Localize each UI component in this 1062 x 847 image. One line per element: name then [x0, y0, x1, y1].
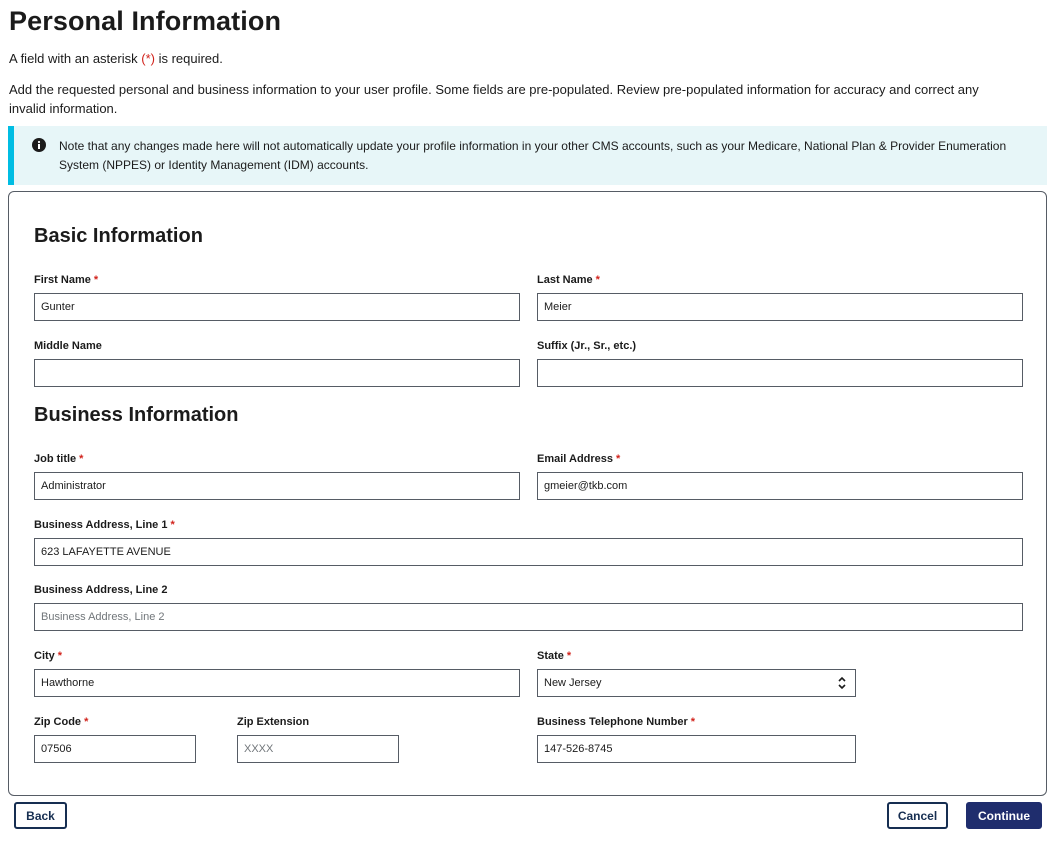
address-line1-input[interactable]: [34, 538, 1023, 566]
zip-extension-input[interactable]: [237, 735, 399, 763]
state-label: State *: [537, 650, 572, 662]
suffix-label: Suffix (Jr., Sr., etc.): [537, 340, 637, 352]
profile-form-card: [8, 191, 1047, 796]
last-name-input[interactable]: [537, 293, 1023, 321]
state-select[interactable]: [537, 669, 856, 697]
page-title: Personal Information: [9, 6, 282, 36]
phone-label: Business Telephone Number *: [537, 716, 696, 728]
required-note-after: is required.: [154, 51, 223, 66]
phone-input[interactable]: [537, 735, 856, 763]
suffix-input[interactable]: [537, 359, 1023, 387]
continue-button[interactable]: Continue: [966, 802, 1042, 829]
info-icon: [32, 138, 46, 152]
job-title-label: Job title *: [34, 453, 84, 465]
middle-name-input[interactable]: [34, 359, 520, 387]
info-alert: [8, 126, 1047, 185]
first-name-input[interactable]: [34, 293, 520, 321]
email-label: Email Address *: [537, 453, 621, 465]
address-line1-label: Business Address, Line 1 *: [34, 519, 175, 531]
required-note: [9, 51, 223, 66]
zip-extension-label: Zip Extension: [237, 716, 310, 728]
middle-name-label: Middle Name: [34, 340, 102, 352]
first-name-label: First Name *: [34, 274, 99, 286]
basic-information-heading: Basic Information: [34, 225, 203, 247]
email-input[interactable]: [537, 472, 1023, 500]
zip-code-label: Zip Code *: [34, 716, 89, 728]
intro-text: Add the requested personal and business information to your user profile. Some fields are pre-populated. Review pre-populated information for accuracy and correct any invalid information.: [9, 82, 979, 116]
required-asterisk: (*): [141, 51, 155, 66]
alert-text: Note that any changes made here will not automatically update your profile information in your other CMS accounts, such as your Medicare, National Plan & Provider Enumeration System (NPPES) or Identity Management (IDM) accounts.: [59, 139, 1007, 172]
address-line2-label: Business Address, Line 2: [34, 584, 168, 596]
city-label: City *: [34, 650, 63, 662]
updown-chevron-icon: [837, 676, 847, 690]
business-information-heading: Business Information: [34, 404, 239, 426]
last-name-label: Last Name *: [537, 274, 600, 286]
required-note-before: A field with an asterisk: [9, 51, 142, 66]
job-title-input[interactable]: [34, 472, 520, 500]
address-line2-input[interactable]: [34, 603, 1023, 631]
state-select-value: New Jersey: [544, 677, 602, 689]
city-input[interactable]: [34, 669, 520, 697]
zip-code-input[interactable]: [34, 735, 196, 763]
back-button[interactable]: Back: [14, 802, 67, 829]
cancel-button[interactable]: Cancel: [887, 802, 948, 829]
